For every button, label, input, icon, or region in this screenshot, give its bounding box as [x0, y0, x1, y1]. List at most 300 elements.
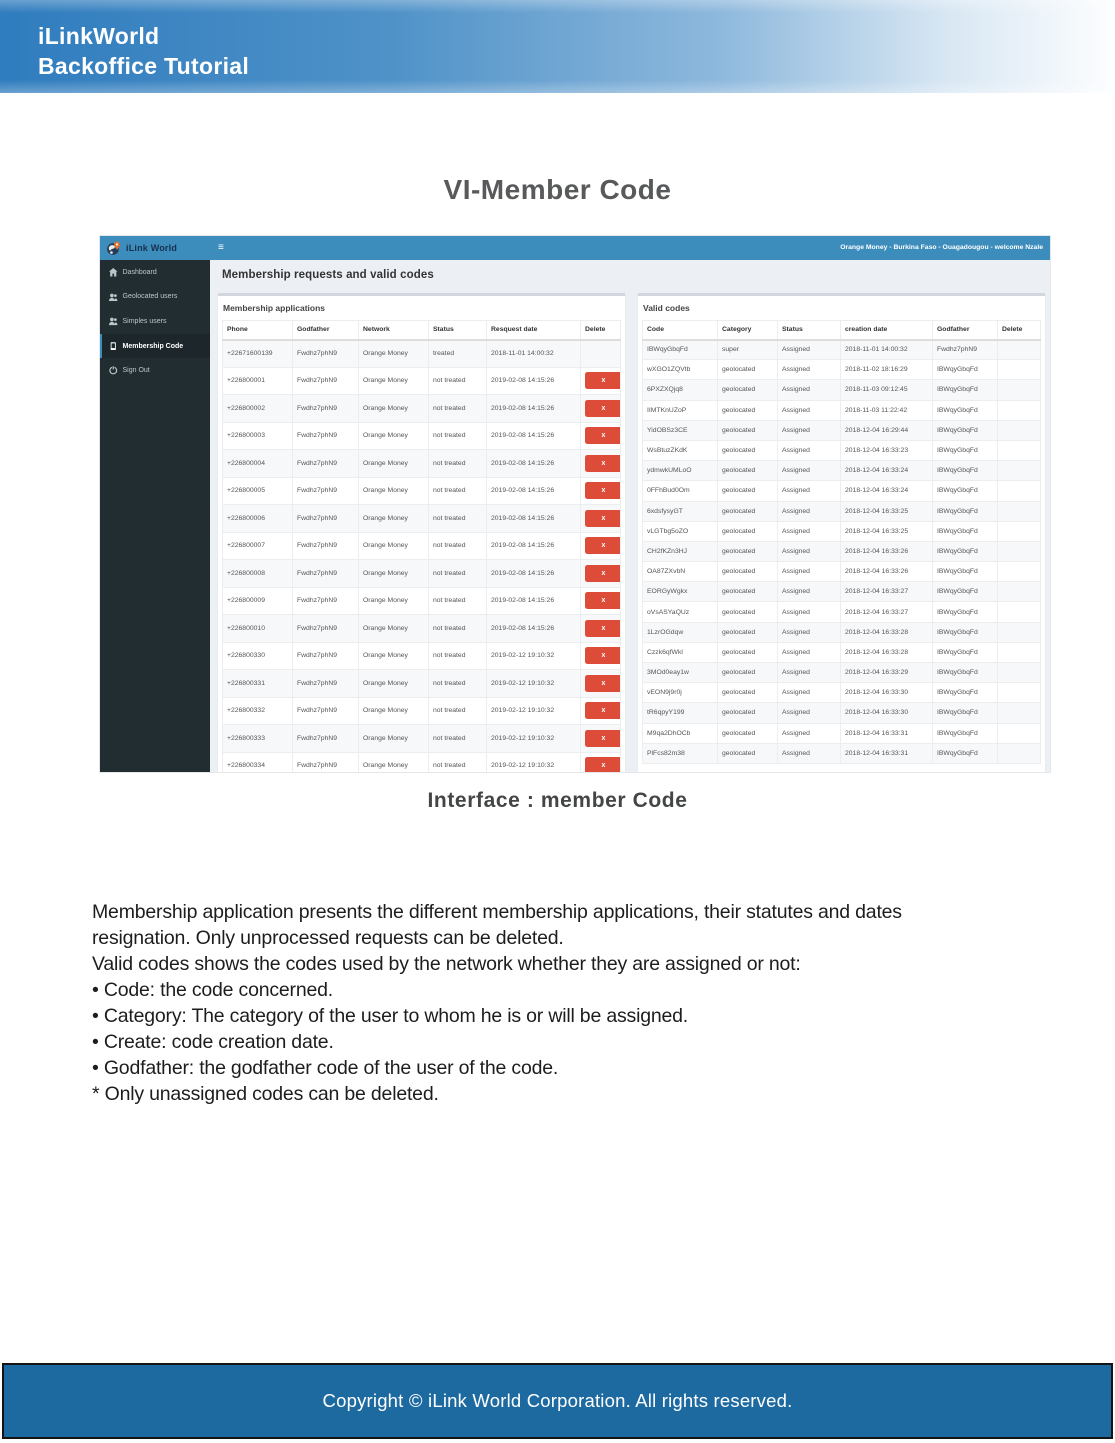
- cell-status: not treated: [429, 697, 487, 725]
- cell-network: Orange Money: [359, 752, 429, 772]
- cell-network: Orange Money: [359, 367, 429, 395]
- page-heading: Membership requests and valid codes: [222, 269, 434, 281]
- cell-creation-date: 2018-12-04 16:33:31: [841, 743, 933, 763]
- cell-creation-date: 2018-12-04 16:33:25: [841, 501, 933, 521]
- cell-delete: [998, 642, 1041, 662]
- cell-status: not treated: [429, 505, 487, 533]
- cell-request-date: 2019-02-08 14:15:26: [487, 395, 581, 423]
- cell-category: geolocated: [718, 400, 778, 420]
- cell-status: not treated: [429, 670, 487, 698]
- cell-godfather: Fwdhz7phN9: [293, 395, 359, 423]
- cell-godfather: Fwdhz7phN9: [293, 450, 359, 478]
- panel-title: Membership applications: [223, 303, 326, 313]
- cell-delete: [581, 422, 621, 450]
- cell-godfather: IBWqyGbqFd: [933, 663, 998, 683]
- valid-codes-table: [642, 320, 1041, 764]
- cell-status: Assigned: [778, 380, 841, 400]
- cell-status: not treated: [429, 450, 487, 478]
- cell-status: Assigned: [778, 723, 841, 743]
- cell-request-date: 2019-02-08 14:15:26: [487, 560, 581, 588]
- cell-status: Assigned: [778, 743, 841, 763]
- cell-delete: [998, 481, 1041, 501]
- valid-code-row: [643, 743, 1041, 763]
- application-row: [223, 670, 621, 698]
- cell-code: 6PXZXQjq8: [643, 380, 718, 400]
- cell-status: not treated: [429, 725, 487, 753]
- valid-code-row: [643, 461, 1041, 481]
- application-row: [223, 505, 621, 533]
- cell-status: Assigned: [778, 562, 841, 582]
- cell-delete: [998, 743, 1041, 763]
- cell-delete: [998, 703, 1041, 723]
- valid-code-row: [643, 642, 1041, 662]
- column-header: Status: [778, 321, 841, 340]
- cell-delete: [998, 400, 1041, 420]
- cell-request-date: 2019-02-12 19:10:32: [487, 697, 581, 725]
- valid-codes-panel: [638, 293, 1045, 772]
- cell-godfather: IBWqyGbqFd: [933, 360, 998, 380]
- panel-title: Valid codes: [643, 303, 690, 313]
- cell-code: M9qa2DhOCb: [643, 723, 718, 743]
- cell-code: YidOBSz3CE: [643, 420, 718, 440]
- content-area: [210, 260, 1050, 772]
- copyright-text: Copyright © iLink World Corporation. All rights reserved.: [322, 1390, 793, 1411]
- sidebar-item-label: Sign Out: [122, 367, 150, 375]
- cell-creation-date: 2018-12-04 16:33:26: [841, 541, 933, 561]
- cell-creation-date: 2018-12-04 16:33:24: [841, 461, 933, 481]
- text-line: • Create: code creation date.: [92, 1031, 334, 1053]
- cell-delete: [998, 380, 1041, 400]
- cell-godfather: IBWqyGbqFd: [933, 541, 998, 561]
- cell-request-date: 2019-02-08 14:15:26: [487, 587, 581, 615]
- cell-network: Orange Money: [359, 560, 429, 588]
- sidebar-item[interactable]: [100, 260, 210, 285]
- cell-delete: [581, 587, 621, 615]
- membership-applications-panel: [218, 293, 625, 772]
- text-line: * Only unassigned codes can be deleted.: [92, 1083, 439, 1105]
- application-row: [223, 367, 621, 395]
- cell-status: Assigned: [778, 683, 841, 703]
- banner-title: iLinkWorld: [38, 23, 160, 49]
- cell-status: not treated: [429, 367, 487, 395]
- column-header: Delete: [581, 321, 621, 340]
- cell-request-date: 2019-02-08 14:15:26: [487, 422, 581, 450]
- valid-code-row: [643, 703, 1041, 723]
- cell-godfather: Fwdhz7phN9: [293, 725, 359, 753]
- cell-godfather: IBWqyGbqFd: [933, 461, 998, 481]
- cell-status: Assigned: [778, 521, 841, 541]
- sidebar-item-label: Simples users: [122, 317, 167, 325]
- cell-phone: +226800010: [223, 615, 293, 643]
- cell-godfather: Fwdhz7phN9: [293, 367, 359, 395]
- cell-category: geolocated: [718, 743, 778, 763]
- delete-button[interactable]: x: [585, 730, 621, 747]
- cell-code: vLGTbg5oZO: [643, 521, 718, 541]
- valid-code-row: [643, 420, 1041, 440]
- column-header: Godfather: [293, 321, 359, 340]
- cell-delete: [581, 477, 621, 505]
- cell-phone: +226800005: [223, 477, 293, 505]
- cell-creation-date: 2018-11-02 18:16:29: [841, 360, 933, 380]
- cell-godfather: IBWqyGbqFd: [933, 562, 998, 582]
- cell-godfather: IBWqyGbqFd: [933, 703, 998, 723]
- cell-godfather: IBWqyGbqFd: [933, 743, 998, 763]
- cell-status: Assigned: [778, 642, 841, 662]
- app-brand: iLink World: [126, 243, 178, 253]
- users-icon: [109, 293, 118, 302]
- membership-card-icon: [109, 342, 118, 351]
- cell-creation-date: 2018-11-01 14:00:32: [841, 340, 933, 360]
- delete-button[interactable]: x: [585, 757, 621, 772]
- cell-network: Orange Money: [359, 725, 429, 753]
- screenshot-caption: Interface : member Code: [427, 789, 688, 812]
- cell-delete: [581, 642, 621, 670]
- cell-network: Orange Money: [359, 532, 429, 560]
- membership-applications-table: [222, 320, 621, 772]
- cell-code: IBWqyGbqFd: [643, 340, 718, 360]
- table-header-row: [643, 321, 1041, 340]
- valid-code-row: [643, 541, 1041, 561]
- cell-code: tR6qpyY199: [643, 703, 718, 723]
- column-header: Code: [643, 321, 718, 340]
- cell-godfather: IBWqyGbqFd: [933, 440, 998, 460]
- cell-code: 1LzrOGdqw: [643, 622, 718, 642]
- cell-delete: [998, 582, 1041, 602]
- cell-category: geolocated: [718, 440, 778, 460]
- cell-godfather: IBWqyGbqFd: [933, 501, 998, 521]
- cell-phone: +226800334: [223, 752, 293, 772]
- valid-code-row: [643, 501, 1041, 521]
- cell-network: Orange Money: [359, 505, 429, 533]
- app-logo[interactable]: [100, 236, 210, 260]
- valid-code-row: [643, 360, 1041, 380]
- valid-code-row: [643, 481, 1041, 501]
- delete-button[interactable]: x: [585, 482, 621, 499]
- valid-code-row: [643, 663, 1041, 683]
- cell-network: Orange Money: [359, 697, 429, 725]
- cell-delete: [581, 395, 621, 423]
- cell-category: geolocated: [718, 622, 778, 642]
- cell-godfather: Fwdhz7phN9: [293, 477, 359, 505]
- cell-phone: +226800008: [223, 560, 293, 588]
- column-header: Status: [429, 321, 487, 340]
- text-line: Membership application presents the different membership applications, their statutes and dates: [92, 901, 902, 923]
- cell-delete: [998, 562, 1041, 582]
- cell-category: geolocated: [718, 481, 778, 501]
- cell-godfather: IBWqyGbqFd: [933, 400, 998, 420]
- cell-godfather: Fwdhz7phN9: [293, 587, 359, 615]
- sidebar-item[interactable]: [100, 285, 210, 310]
- cell-delete: [581, 505, 621, 533]
- valid-code-row: [643, 683, 1041, 703]
- cell-status: Assigned: [778, 340, 841, 360]
- cell-delete: [998, 360, 1041, 380]
- valid-code-row: [643, 440, 1041, 460]
- application-row: [223, 532, 621, 560]
- cell-delete: [581, 670, 621, 698]
- column-header: creation date: [841, 321, 933, 340]
- cell-category: geolocated: [718, 683, 778, 703]
- cell-delete: [998, 622, 1041, 642]
- sidebar-item[interactable]: [100, 358, 210, 383]
- valid-code-row: [643, 723, 1041, 743]
- delete-button[interactable]: x: [585, 702, 621, 719]
- text-line: • Code: the code concerned.: [92, 979, 334, 1001]
- cell-creation-date: 2018-12-04 16:33:31: [841, 723, 933, 743]
- description-text: [92, 899, 1057, 1107]
- globe-pin-icon: [106, 241, 121, 256]
- cell-status: not treated: [429, 395, 487, 423]
- cell-creation-date: 2018-12-04 16:33:29: [841, 663, 933, 683]
- cell-delete: [581, 752, 621, 772]
- cell-godfather: IBWqyGbqFd: [933, 602, 998, 622]
- cell-godfather: Fwdhz7phN9: [293, 532, 359, 560]
- cell-creation-date: 2018-12-04 16:33:30: [841, 683, 933, 703]
- cell-godfather: Fwdhz7phN9: [293, 560, 359, 588]
- cell-status: Assigned: [778, 703, 841, 723]
- banner-subtitle: Backoffice Tutorial: [38, 53, 250, 79]
- valid-code-row: [643, 602, 1041, 622]
- cell-phone: +226800333: [223, 725, 293, 753]
- topbar-context-text: Orange Money - Burkina Faso - Ouagadougou - welcome Nzale: [840, 244, 1043, 251]
- delete-button[interactable]: x: [585, 620, 621, 637]
- cell-phone: +22671600139: [223, 340, 293, 368]
- application-row: [223, 477, 621, 505]
- cell-status: not treated: [429, 587, 487, 615]
- cell-network: Orange Money: [359, 670, 429, 698]
- cell-code: 3MOd0eay1w: [643, 663, 718, 683]
- cell-delete: [998, 340, 1041, 360]
- text-line: • Category: The category of the user to whom he is or will be assigned.: [92, 1005, 688, 1027]
- delete-button[interactable]: x: [585, 675, 621, 692]
- cell-delete: [581, 340, 621, 368]
- cell-delete: [581, 725, 621, 753]
- valid-code-row: [643, 400, 1041, 420]
- delete-button[interactable]: x: [585, 427, 621, 444]
- cell-code: OA87ZXvbN: [643, 562, 718, 582]
- cell-status: Assigned: [778, 541, 841, 561]
- valid-code-row: [643, 340, 1041, 360]
- cell-delete: [581, 615, 621, 643]
- delete-button[interactable]: x: [585, 565, 621, 582]
- cell-status: Assigned: [778, 622, 841, 642]
- cell-request-date: 2019-02-08 14:15:26: [487, 615, 581, 643]
- application-row: [223, 587, 621, 615]
- cell-status: Assigned: [778, 481, 841, 501]
- column-header: Network: [359, 321, 429, 340]
- delete-button[interactable]: x: [585, 647, 621, 664]
- application-row: [223, 422, 621, 450]
- cell-delete: [998, 420, 1041, 440]
- cell-code: IIMTKnUZoP: [643, 400, 718, 420]
- cell-godfather: Fwdhz7phN9: [293, 752, 359, 772]
- home-icon: [109, 268, 118, 277]
- cell-delete: [998, 461, 1041, 481]
- cell-godfather: IBWqyGbqFd: [933, 582, 998, 602]
- app-navbar: [210, 236, 1050, 260]
- cell-code: wXGO1ZQVtb: [643, 360, 718, 380]
- cell-godfather: IBWqyGbqFd: [933, 642, 998, 662]
- cell-delete: [581, 367, 621, 395]
- cell-godfather: IBWqyGbqFd: [933, 481, 998, 501]
- cell-status: not treated: [429, 615, 487, 643]
- valid-code-row: [643, 521, 1041, 541]
- sidebar-item-label: Dashboard: [122, 268, 157, 276]
- cell-network: Orange Money: [359, 395, 429, 423]
- application-row: [223, 340, 621, 368]
- cell-status: not treated: [429, 422, 487, 450]
- valid-code-row: [643, 562, 1041, 582]
- cell-code: vEON9j9r0j: [643, 683, 718, 703]
- cell-category: geolocated: [718, 602, 778, 622]
- cell-category: geolocated: [718, 541, 778, 561]
- cell-godfather: Fwdhz7phN9: [293, 697, 359, 725]
- cell-network: Orange Money: [359, 615, 429, 643]
- cell-godfather: Fwdhz7phN9: [293, 505, 359, 533]
- cell-delete: [998, 683, 1041, 703]
- cell-phone: +226800332: [223, 697, 293, 725]
- cell-phone: +226800330: [223, 642, 293, 670]
- cell-creation-date: 2018-12-04 16:33:28: [841, 642, 933, 662]
- cell-status: treated: [429, 340, 487, 368]
- application-row: [223, 752, 621, 772]
- backoffice-screenshot: [100, 236, 1050, 772]
- page-banner: [0, 0, 1115, 93]
- cell-category: geolocated: [718, 582, 778, 602]
- cell-status: Assigned: [778, 420, 841, 440]
- cell-godfather: IBWqyGbqFd: [933, 723, 998, 743]
- cell-category: geolocated: [718, 642, 778, 662]
- delete-button[interactable]: x: [585, 400, 621, 417]
- cell-request-date: 2019-02-08 14:15:26: [487, 505, 581, 533]
- cell-creation-date: 2018-12-04 16:33:25: [841, 521, 933, 541]
- cell-status: not treated: [429, 477, 487, 505]
- cell-godfather: IBWqyGbqFd: [933, 622, 998, 642]
- cell-category: geolocated: [718, 501, 778, 521]
- cell-creation-date: 2018-12-04 16:33:23: [841, 440, 933, 460]
- cell-category: geolocated: [718, 521, 778, 541]
- cell-godfather: Fwdhz7phN9: [293, 642, 359, 670]
- cell-phone: +226800007: [223, 532, 293, 560]
- cell-code: oVsASYaQUz: [643, 602, 718, 622]
- cell-creation-date: 2018-12-04 16:33:24: [841, 481, 933, 501]
- cell-phone: +226800009: [223, 587, 293, 615]
- cell-phone: +226800331: [223, 670, 293, 698]
- cell-network: Orange Money: [359, 477, 429, 505]
- cell-status: Assigned: [778, 501, 841, 521]
- cell-category: geolocated: [718, 723, 778, 743]
- application-row: [223, 615, 621, 643]
- cell-network: Orange Money: [359, 450, 429, 478]
- cell-request-date: 2019-02-08 14:15:26: [487, 367, 581, 395]
- cell-status: Assigned: [778, 440, 841, 460]
- cell-status: not treated: [429, 560, 487, 588]
- delete-button[interactable]: x: [585, 455, 621, 472]
- cell-request-date: 2019-02-08 14:15:26: [487, 477, 581, 505]
- text-line: • Godfather: the godfather code of the user of the code.: [92, 1057, 559, 1079]
- text-line: Valid codes shows the codes used by the network whether they are assigned or not:: [92, 953, 801, 975]
- cell-request-date: 2019-02-12 19:10:32: [487, 752, 581, 772]
- cell-code: ydmwkUMLoO: [643, 461, 718, 481]
- cell-delete: [998, 602, 1041, 622]
- application-row: [223, 560, 621, 588]
- cell-network: Orange Money: [359, 642, 429, 670]
- cell-request-date: 2019-02-08 14:15:26: [487, 450, 581, 478]
- cell-creation-date: 2018-11-03 11:22:42: [841, 400, 933, 420]
- column-header: Phone: [223, 321, 293, 340]
- cell-delete: [998, 541, 1041, 561]
- application-row: [223, 395, 621, 423]
- hamburger-menu-icon[interactable]: ≡: [218, 242, 224, 253]
- power-icon: [109, 366, 118, 375]
- cell-network: Orange Money: [359, 587, 429, 615]
- application-row: [223, 450, 621, 478]
- cell-phone: +226800002: [223, 395, 293, 423]
- column-header: Delete: [998, 321, 1041, 340]
- cell-code: WsBtuzZKdK: [643, 440, 718, 460]
- cell-status: Assigned: [778, 602, 841, 622]
- cell-delete: [581, 532, 621, 560]
- cell-category: geolocated: [718, 380, 778, 400]
- cell-creation-date: 2018-12-04 16:33:30: [841, 703, 933, 723]
- cell-phone: +226800004: [223, 450, 293, 478]
- cell-code: PlFcs82m38: [643, 743, 718, 763]
- cell-code: 0FFhBud0Om: [643, 481, 718, 501]
- cell-godfather: Fwdhz7phN9: [293, 670, 359, 698]
- cell-category: geolocated: [718, 562, 778, 582]
- cell-delete: [581, 450, 621, 478]
- cell-creation-date: 2018-12-04 16:29:44: [841, 420, 933, 440]
- cell-status: not treated: [429, 532, 487, 560]
- cell-category: geolocated: [718, 663, 778, 683]
- cell-request-date: 2019-02-12 19:10:32: [487, 725, 581, 753]
- cell-category: geolocated: [718, 703, 778, 723]
- cell-code: Czzk6qfWkl: [643, 642, 718, 662]
- column-header: Godfather: [933, 321, 998, 340]
- cell-category: geolocated: [718, 420, 778, 440]
- cell-code: CH2fKZn3HJ: [643, 541, 718, 561]
- delete-button[interactable]: x: [585, 537, 621, 554]
- delete-button[interactable]: x: [585, 510, 621, 527]
- application-row: [223, 642, 621, 670]
- text-line: resignation. Only unprocessed requests can be deleted.: [92, 927, 564, 949]
- cell-creation-date: 2018-12-04 16:33:28: [841, 622, 933, 642]
- sidebar-item[interactable]: [100, 334, 210, 359]
- column-header: Category: [718, 321, 778, 340]
- cell-request-date: 2018-11-01 14:00:32: [487, 340, 581, 368]
- cell-godfather: IBWqyGbqFd: [933, 420, 998, 440]
- valid-code-row: [643, 622, 1041, 642]
- cell-request-date: 2019-02-08 14:15:26: [487, 532, 581, 560]
- table-header-row: [223, 321, 621, 340]
- cell-status: Assigned: [778, 400, 841, 420]
- cell-creation-date: 2018-12-04 16:33:27: [841, 582, 933, 602]
- cell-godfather: IBWqyGbqFd: [933, 521, 998, 541]
- valid-code-row: [643, 380, 1041, 400]
- cell-creation-date: 2018-11-03 09:12:45: [841, 380, 933, 400]
- cell-phone: +226800003: [223, 422, 293, 450]
- cell-creation-date: 2018-12-04 16:33:27: [841, 602, 933, 622]
- delete-button[interactable]: x: [585, 372, 621, 389]
- cell-creation-date: 2018-12-04 16:33:26: [841, 562, 933, 582]
- sidebar-item[interactable]: [100, 309, 210, 334]
- cell-request-date: 2019-02-12 19:10:32: [487, 642, 581, 670]
- delete-button[interactable]: x: [585, 592, 621, 609]
- cell-delete: [998, 440, 1041, 460]
- cell-code: 6xdsfysyGT: [643, 501, 718, 521]
- sidebar-item-label: Geolocated users: [122, 293, 178, 301]
- sidebar: [100, 260, 210, 772]
